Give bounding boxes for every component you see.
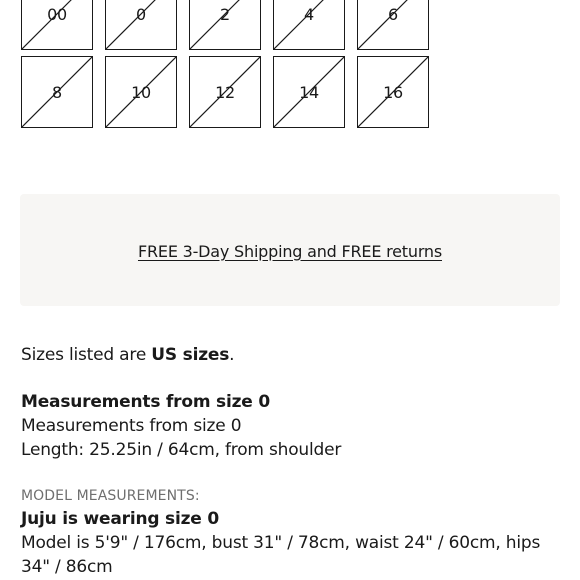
length-line: Length: 25.25in / 64cm, from shoulder: [21, 440, 342, 460]
size-option[interactable]: [357, 56, 429, 128]
sizes-note-suffix: .: [229, 345, 235, 365]
size-option[interactable]: [105, 56, 177, 128]
size-option[interactable]: [21, 0, 93, 50]
size-selector: [21, 0, 429, 128]
shipping-banner: [20, 194, 560, 306]
size-option-label: 10: [131, 82, 151, 102]
size-option[interactable]: [357, 0, 429, 50]
size-option[interactable]: [105, 0, 177, 50]
size-option-label: 16: [383, 82, 403, 102]
size-option-label: 4: [304, 4, 314, 24]
model-measurements-line: Model is 5'9" / 176cm, bust 31" / 78cm, waist 24" / 60cm, hips 34" / 86cm: [21, 533, 541, 577]
size-option-label: 0: [136, 4, 146, 24]
shipping-returns-link[interactable]: FREE 3-Day Shipping and FREE returns: [137, 241, 442, 261]
sizes-note: [21, 343, 566, 367]
sizes-note-emphasis: US sizes: [151, 345, 230, 365]
product-details: [21, 343, 566, 579]
sizes-note-prefix: Sizes listed are: [21, 345, 152, 365]
spacer: [21, 367, 566, 390]
spacer: [21, 462, 566, 485]
size-option[interactable]: [273, 56, 345, 128]
size-option-label: 6: [388, 4, 398, 24]
size-option[interactable]: [21, 56, 93, 128]
size-option-label: 00: [47, 4, 67, 24]
size-option-label: 12: [215, 82, 235, 102]
measurements-line: Measurements from size 0: [21, 416, 242, 436]
model-wearing-size: Juju is wearing size 0: [21, 509, 219, 529]
size-option-label: 2: [220, 4, 230, 24]
size-option[interactable]: [189, 56, 261, 128]
measurements-heading: Measurements from size 0: [21, 392, 270, 412]
model-measurements-heading: MODEL MEASUREMENTS:: [21, 488, 200, 504]
size-option[interactable]: [189, 0, 261, 50]
size-option[interactable]: [273, 0, 345, 50]
size-option-label: 14: [299, 82, 319, 102]
size-option-label: 8: [52, 82, 62, 102]
